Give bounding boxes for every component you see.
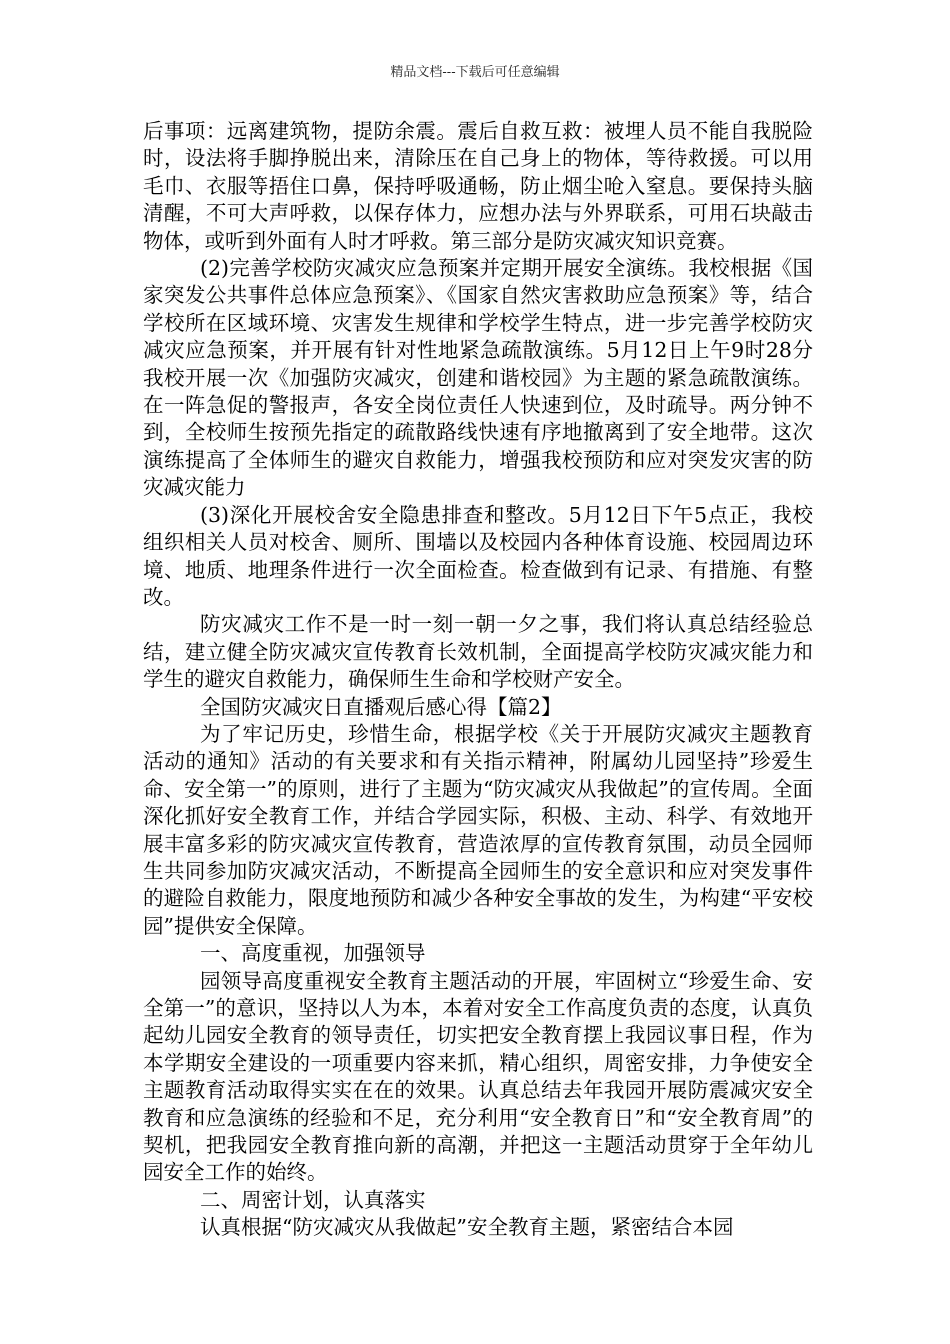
section-heading: 二、周密计划，认真落实 (200, 1187, 426, 1212)
document-body (143, 118, 813, 1242)
section-heading: 一、高度重视，加强领导 (200, 941, 426, 966)
paragraph: 园领导高度重视安全教育主题活动的开展，牢固树立“珍爱生命、安全第一”的意识，坚持以人为本，本着对安全工作高度负责的态度，认真负起幼儿园安全教育的领导责任，切实把安全教育摆上我园议事日程，作为本学期安全建设的一项重要内容来抓，精心组织，周密安排，力争使安全主题教育活动取得实实在在的效果。认真总结去年我园开展防震减灾安全教育和应急演练的经验和不足，充分利用“安全教育日”和“安全教育周”的契机，把我园安全教育推向新的高潮，并把这一主题活动贯穿于全年幼儿园安全工作的始终。 (143, 968, 813, 1185)
paragraph: 后事项：远离建筑物，提防余震。震后自救互救：被埋人员不能自我脱险时，设法将手脚挣脱出来，清除压在自己身上的物体，等待救援。可以用毛巾、衣服等捂住口鼻，保持呼吸通畅，防止烟尘呛入窒息。要保持头脑清醒，不可大声呼救，以保存体力，应想办法与外界联系，可用石块敲击物体，或听到外面有人时才呼救。第三部分是防灾减灾知识竞赛。 (143, 119, 813, 253)
paragraph: 认真根据“防灾减灾从我做起”安全教育主题，紧密结合本园 (200, 1215, 734, 1240)
paragraph: 为了牢记历史，珍惜生命，根据学校《关于开展防灾减灾主题教育活动的通知》活动的有关要求和有关指示精神，附属幼儿园坚持”珍爱生命、安全第一”的原则，进行了主题为“防灾减灾从我做起”的宣传周。全面深化抓好安全教育工作，并结合学园实际，积极、主动、科学、有效地开展丰富多彩的防灾减灾宣传教育，营造浓厚的宣传教育氛围，动员全园师生共同参加防灾减灾活动，不断提高全园师生的安全意识和应对突发事件的避险自救能力，限度地预防和减少各种安全事故的发生，为构建“平安校园”提供安全保障。 (143, 721, 813, 938)
paragraph: (3)深化开展校舍安全隐患排查和整改。5月12日下午5点正，我校组织相关人员对校舍、厕所、围墙以及校园内各种体育设施、校园周边环境、地质、地理条件进行一次全面检查。检查做到有记录、有措施、有整改。 (143, 502, 813, 609)
page-header: 精品文档---下载后可任意编辑 (390, 65, 560, 80)
paragraph: (2)完善学校防灾减灾应急预案并定期开展安全演练。我校根据《国家突发公共事件总体应急预案》、《国家自然灾害救助应急预案》等，结合学校所在区域环境、灾害发生规律和学校学生特点，进一步完善学校防灾减灾应急预案，并开展有针对性地紧急疏散演练。5月12日上午9时28分我校开展一次《加强防灾减灾，创建和谐校园》为主题的紧急疏散演练。在一阵急促的警报声，各安全岗位责任人快速到位，及时疏导。两分钟不到，全校师生按预先指定的疏散路线快速有序地撤离到了安全地带。这次演练提高了全体师生的避灾自救能力，增强我校预防和应对突发灾害的防灾减灾能力 (143, 256, 813, 500)
paragraph: 防灾减灾工作不是一时一刻一朝一夕之事，我们将认真总结经验总结，建立健全防灾减灾宣传教育长效机制，全面提高学校防灾减灾能力和学生的避灾自救能力，确保师生生命和学校财产安全。 (143, 612, 813, 692)
section-title: 全国防灾减灾日直播观后感心得【篇2】 (200, 694, 562, 719)
